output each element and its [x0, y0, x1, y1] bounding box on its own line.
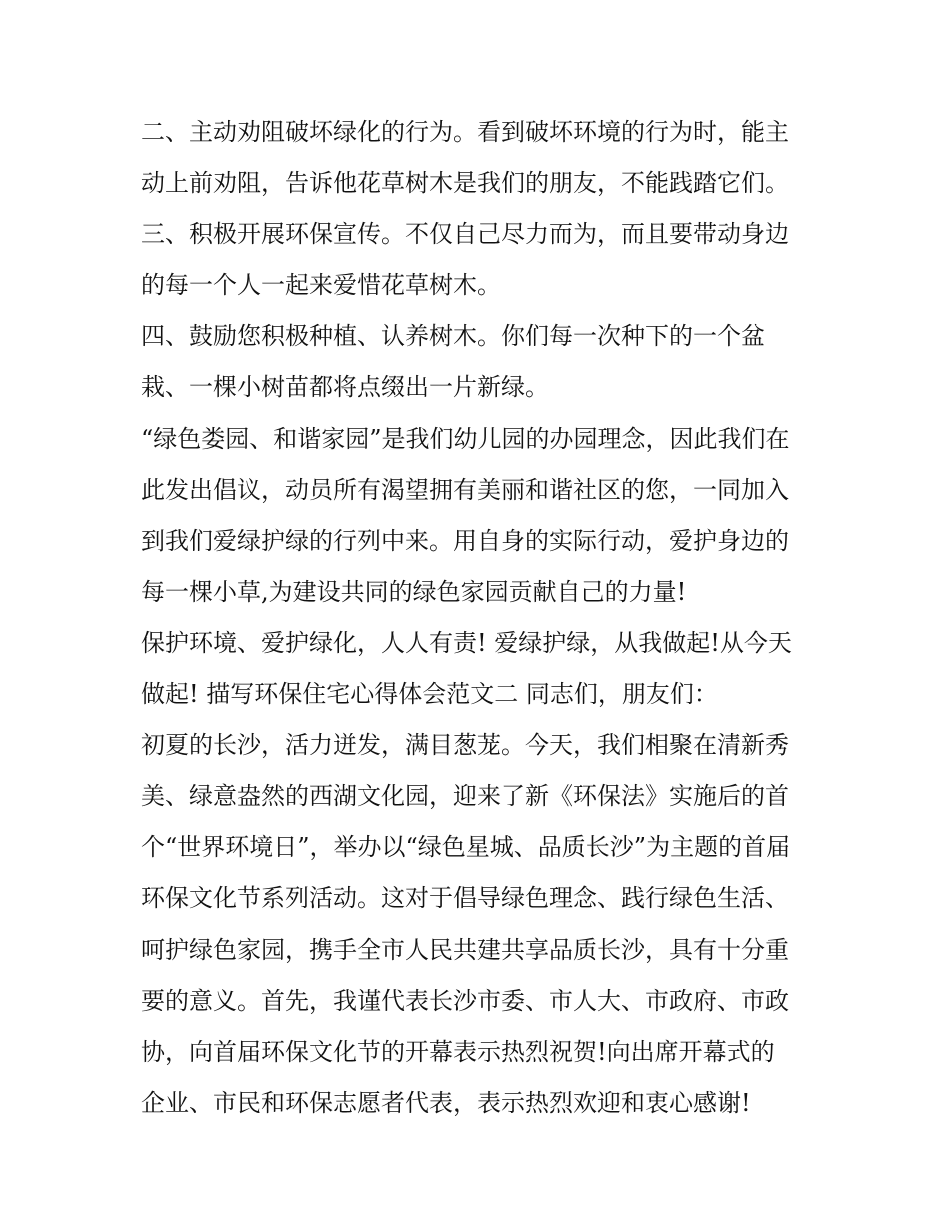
text-line: 企业、市民和环保志愿者代表，表示热烈欢迎和衷心感谢!: [141, 1088, 751, 1117]
text-line: 二、主动劝阻破坏绿化的行为。看到破坏环境的行为时，能主: [141, 118, 789, 146]
text-line: 的每一个人一起来爱惜花草树木。: [141, 271, 501, 300]
text-line: 美、绿意盎然的西湖文化园，迎来了新《环保法》实施后的首: [141, 782, 789, 811]
text-line: 到我们爱绿护绿的行列中来。用自身的实际行动，爱护身边的: [141, 526, 789, 555]
document-body: [141, 107, 821, 1129]
text-line: 栽、一棵小树苗都将点缀出一片新绿。: [141, 373, 549, 402]
text-line: 此发出倡议，动员所有渴望拥有美丽和谐社区的您，一同加入: [141, 475, 789, 504]
text-line: 动上前劝阻，告诉他花草树木是我们的朋友，不能践踏它们。: [141, 169, 789, 198]
text-line: 要的意义。首先，我谨代表长沙市委、市人大、市政府、市政: [141, 986, 789, 1015]
text-line: 初夏的长沙，活力迸发，满目葱茏。今天，我们相聚在清新秀: [141, 731, 789, 760]
text-line: “绿色娄园、和谐家园”是我们幼儿园的办园理念，因此我们在: [141, 424, 790, 453]
text-line: 协，向首届环保文化节的开幕表示热烈祝贺!向出席开幕式的: [141, 1037, 775, 1066]
text-line: 个“世界环境日”，举办以“绿色星城、品质长沙”为主题的首届: [141, 833, 791, 862]
text-line: 四、鼓励您积极种植、认养树木。你们每一次种下的一个盆: [141, 322, 765, 351]
text-line: 呵护绿色家园，携手全市人民共建共享品质长沙，具有十分重: [141, 935, 789, 964]
text-line: 环保文化节系列活动。这对于倡导绿色理念、践行绿色生活、: [141, 884, 789, 913]
text-line: 保护环境、爱护绿化，人人有责! 爱绿护绿，从我做起!从今天: [141, 628, 792, 657]
text-line: 每一棵小草,为建设共同的绿色家园贡献自己的力量!: [141, 577, 687, 606]
text-line: 做起! 描写环保住宅心得体会范文二 同志们，朋友们：: [141, 680, 718, 709]
text-line: 三、积极开展环保宣传。不仅自己尽力而为，而且要带动身边: [141, 220, 789, 249]
